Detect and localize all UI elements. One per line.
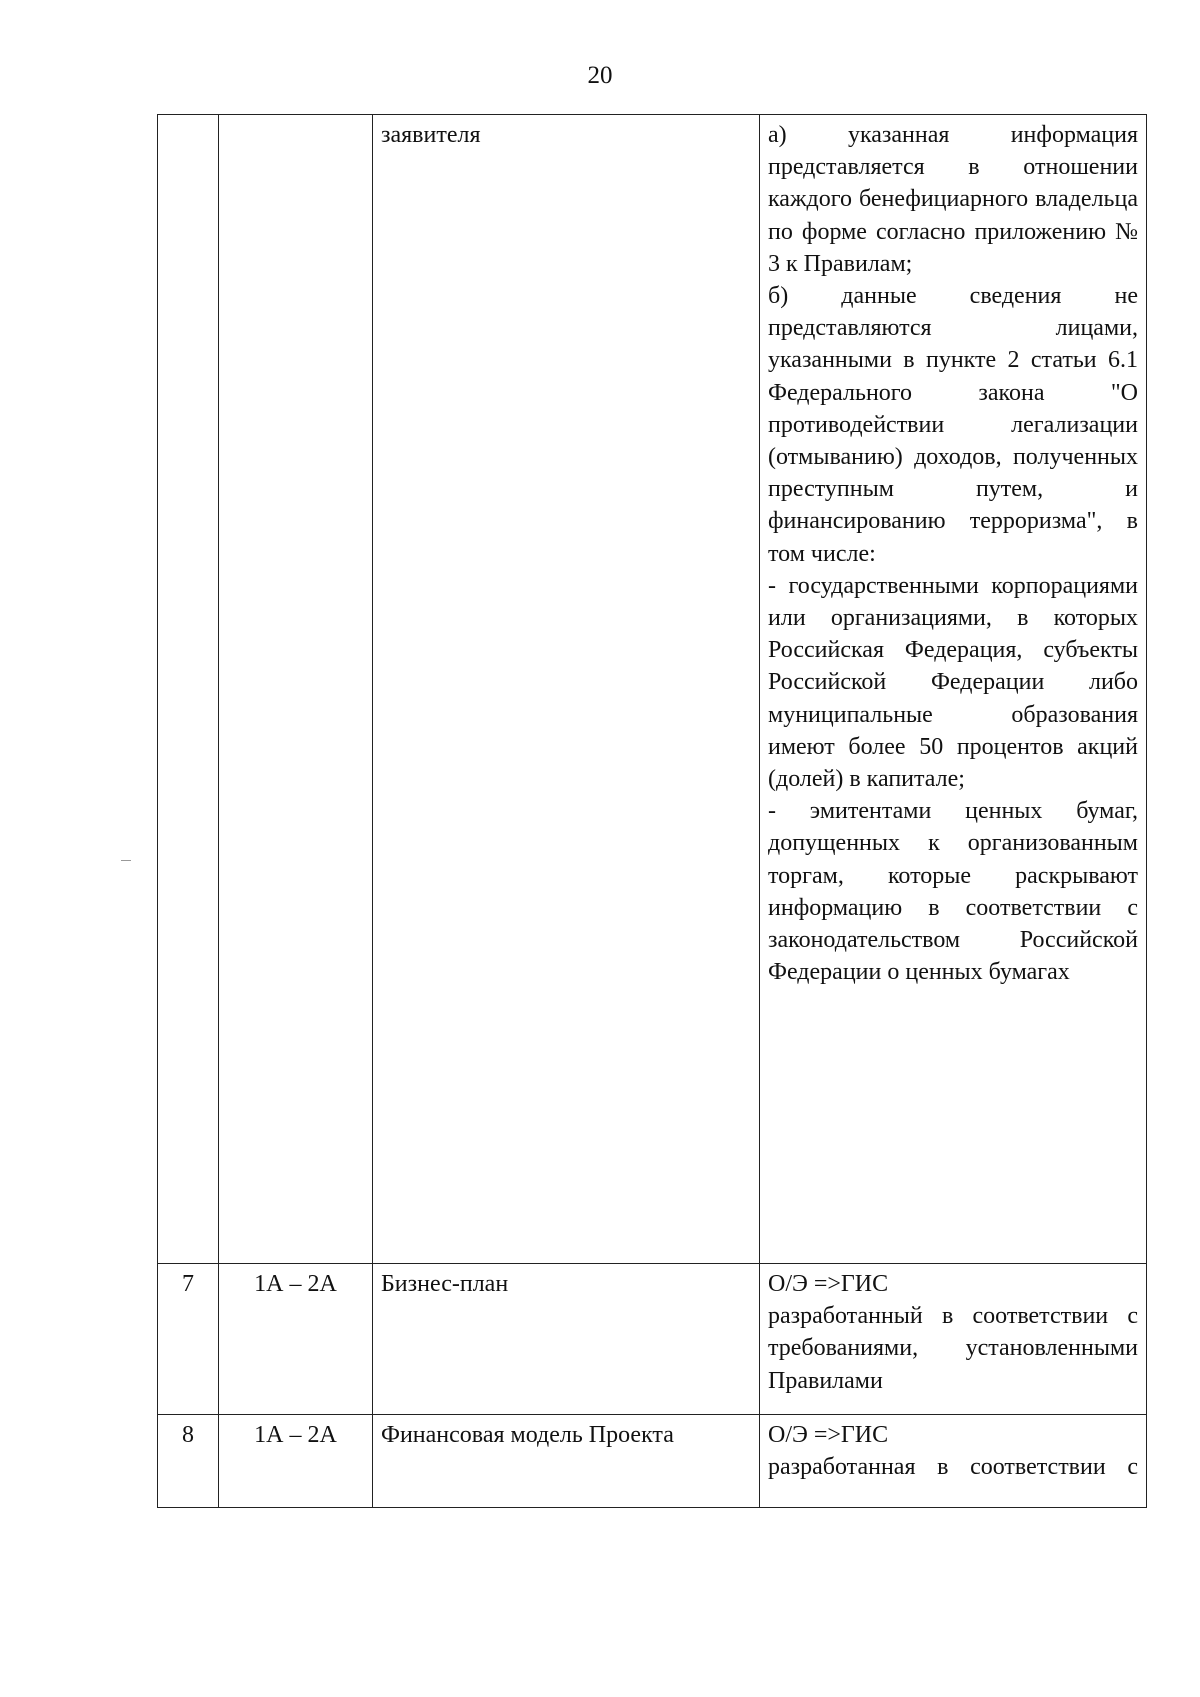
note-paragraph: б) данные сведения не представляются лицами, указанными в пункте 2 статьи 6.1 Федерального закона "О противодействии легализации (отмыванию) доходов, полученных преступным путем, и финансированию терроризма", в том числе: (768, 283, 1138, 567)
row-number-cell (158, 115, 219, 1264)
row-notes-cell (760, 1415, 1147, 1508)
note-paragraph: О/Э =>ГИС (768, 1271, 889, 1297)
row-stage-cell: 1А – 2А (219, 1264, 373, 1415)
row-notes-cell (760, 1264, 1147, 1415)
row-notes-cell (760, 115, 1147, 1264)
note-paragraph: а) указанная информация представляется в отношении каждого бенефициарного владельца по форме согласно приложению № 3 к Правилам; (768, 122, 1138, 277)
row-document-name-cell: заявителя (373, 115, 760, 1264)
table-row (158, 115, 1147, 1264)
page-number: 20 (587, 62, 613, 89)
table-row (158, 1264, 1147, 1415)
note-paragraph: О/Э =>ГИС (768, 1422, 889, 1448)
note-paragraph: разработанная в соответствии с (768, 1454, 1138, 1481)
document-table (157, 114, 1147, 1508)
row-stage-cell: 1А – 2А (219, 1415, 373, 1508)
table-row (158, 1415, 1147, 1508)
note-paragraph: разработанный в соответствии с требованиями, установленными Правилами (768, 1303, 1138, 1394)
row-document-name-cell: Бизнес-план (373, 1264, 760, 1415)
margin-mark (121, 860, 131, 861)
row-document-name-cell: Финансовая модель Проекта (373, 1415, 760, 1508)
row-number-cell: 7 (158, 1264, 219, 1415)
note-paragraph: - эмитентами ценных бумаг, допущенных к организованным торгам, которые раскрывают информацию в соответствии с законодательством Российской Федерации о ценных бумагах (768, 798, 1138, 986)
row-stage-cell (219, 115, 373, 1264)
row-number-cell: 8 (158, 1415, 219, 1508)
note-paragraph: - государственными корпорациями или организациями, в которых Российская Федерация, субъекты Российской Федерации либо муниципальные образования имеют более 50 процентов акций (долей) в капитале; (768, 572, 1138, 793)
